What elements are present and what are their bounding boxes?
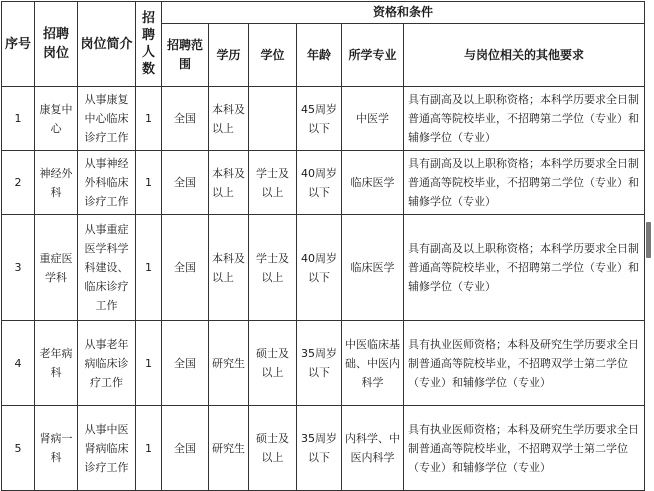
cell-intro: 从事中医肾病临床诊疗工作 (78, 406, 136, 491)
cell-major: 中医临床基础、中医内科学 (342, 321, 404, 406)
header-position: 招聘岗位 (35, 2, 78, 87)
cell-degree: 学士及以上 (249, 215, 297, 321)
cell-position: 肾病一科 (35, 406, 78, 491)
cell-scope: 全国 (162, 151, 209, 215)
cell-other: 具有执业医师资格；本科及研究生学历要求全日制普通高等院校毕业，不招聘双学士第二学位（专业）和辅修学位（专业） (404, 321, 645, 406)
header-age: 年龄 (297, 24, 342, 87)
table-row (2, 215, 645, 321)
cell-seq: 1 (2, 87, 35, 151)
cell-position: 重症医学科 (35, 215, 78, 321)
recruitment-table (1, 1, 645, 491)
header-other: 与岗位相关的其他要求 (404, 24, 645, 87)
cell-count: 1 (136, 151, 162, 215)
cell-degree: 硕士及以上 (249, 321, 297, 406)
cell-age: 40周岁以下 (297, 151, 342, 215)
table-row (2, 321, 645, 406)
header-row-top (2, 2, 645, 24)
cell-major: 中医学 (342, 87, 404, 151)
cell-age: 35周岁以下 (297, 321, 342, 406)
cell-degree (249, 87, 297, 151)
header-degree: 学位 (249, 24, 297, 87)
cell-count: 1 (136, 215, 162, 321)
table-row (2, 87, 645, 151)
header-qualifications: 资格和条件 (162, 2, 645, 24)
cell-education: 本科及以上 (209, 151, 249, 215)
page-edge-marker (646, 222, 651, 258)
cell-scope: 全国 (162, 321, 209, 406)
cell-degree: 学士及以上 (249, 151, 297, 215)
cell-major: 内科学、中医内科学 (342, 406, 404, 491)
cell-major: 临床医学 (342, 215, 404, 321)
cell-scope: 全国 (162, 87, 209, 151)
header-intro: 岗位简介 (78, 2, 136, 87)
cell-degree: 硕士及以上 (249, 406, 297, 491)
cell-education: 研究生 (209, 321, 249, 406)
cell-intro: 从事康复中心临床诊疗工作 (78, 87, 136, 151)
header-count: 招聘人数 (136, 2, 162, 87)
header-scope: 招聘范围 (162, 24, 209, 87)
cell-position: 老年病科 (35, 321, 78, 406)
cell-count: 1 (136, 321, 162, 406)
table-row (2, 151, 645, 215)
cell-seq: 3 (2, 215, 35, 321)
cell-other: 具有副高及以上职称资格；本科学历要求全日制普通高等院校毕业，不招聘第二学位（专业）和辅修学位（专业） (404, 87, 645, 151)
cell-education: 本科及以上 (209, 87, 249, 151)
table-row (2, 406, 645, 491)
cell-other: 具有执业医师资格；本科及研究生学历要求全日制普通高等院校毕业，不招聘双学士第二学位（专业）和辅修学位（专业） (404, 406, 645, 491)
cell-age: 35周岁以下 (297, 406, 342, 491)
cell-seq: 5 (2, 406, 35, 491)
cell-other: 具有副高及以上职称资格；本科学历要求全日制普通高等院校毕业，不招聘第二学位（专业）和辅修学位（专业） (404, 151, 645, 215)
header-seq: 序号 (2, 2, 35, 87)
cell-age: 40周岁以下 (297, 215, 342, 321)
cell-education: 研究生 (209, 406, 249, 491)
cell-count: 1 (136, 406, 162, 491)
cell-seq: 2 (2, 151, 35, 215)
cell-intro: 从事老年病临床诊疗工作 (78, 321, 136, 406)
cell-scope: 全国 (162, 215, 209, 321)
cell-age: 45周岁以下 (297, 87, 342, 151)
cell-other: 具有副高及以上职称资格；本科学历要求全日制普通高等院校毕业，不招聘第二学位（专业）和辅修学位（专业） (404, 215, 645, 321)
header-major: 所学专业 (342, 24, 404, 87)
cell-education: 本科及以上 (209, 215, 249, 321)
cell-scope: 全国 (162, 406, 209, 491)
cell-seq: 4 (2, 321, 35, 406)
cell-position: 神经外科 (35, 151, 78, 215)
cell-count: 1 (136, 87, 162, 151)
cell-position: 康复中心 (35, 87, 78, 151)
cell-major: 临床医学 (342, 151, 404, 215)
cell-intro: 从事神经外科临床诊疗工作 (78, 151, 136, 215)
cell-intro: 从事重症医学科学科建设、临床诊疗工作 (78, 215, 136, 321)
header-education: 学历 (209, 24, 249, 87)
